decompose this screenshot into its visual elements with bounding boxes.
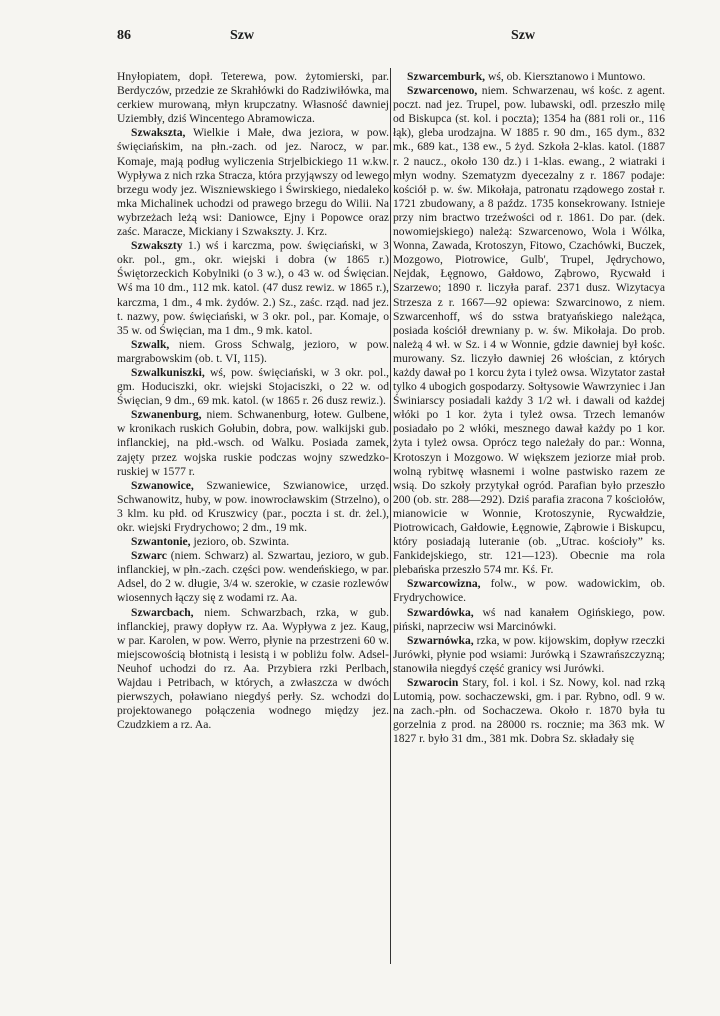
right-column: [393, 70, 665, 990]
entry-headword: Szwarc: [131, 549, 167, 563]
entry-headword: Szwanowice,: [131, 478, 194, 492]
entry-headword: Szwakszty: [131, 239, 183, 253]
entry: [117, 408, 389, 478]
entry-text: niem. Schwanenburg, łotew. Gulbene, w kronikach ruskich Gołubin, dobra, pow. walkijski gub. inflanckiej, na płd.-wsch. od Walku. Posiada zamek, zajęty przez wojska ruskie podczas wojny szwedzko-ruskiej w 1577 r.: [117, 408, 389, 478]
entry: [393, 84, 665, 577]
entry: [393, 577, 665, 605]
entry-text: niem. Schwarzenau, wś kośc. z agent. poczt. nad jez. Trupel, pow. lubawski, odl. przeszło milę od Biskupca (st. kol. i poczta); 1354 ha (881 roli or., 116 łąk), gleba urodzajna. W 1885 r. 90 dm., 165 dym., 832 mk., 689 kat., 138 ew., 5 żyd. Szkoła 2-klas. katol. (1887 r. 2 naucz., około 130 dz.) i 1-klas. ewang., 2 wiatraki i młyn wodny. Szematyzm dyecezalny z r. 1867 podaje: kościół p. w. św. Mikołaja, patronatu rządowego został r. 1721 zbudowany, a 8 paźdz. 1735 konsekrowany. Istnieje przy nim bractwo trzeźwości od r. 1861. Do par. (dek. nowomiejskiego) należą: Szwarcenowo, Wola i Wólka, Wonna, Zawada, Krotoszyn, Fitowo, Czachówki, Buczek, Mozgowo, Piotrowice, Gulb', Trupel, Jędrychowo, Nejdak, Łęgnowo, Gałdowo, Ząbrowo, Rycwałd i Szarzewo; 1890 r. liczyła paraf. 2371 dusz. Wizytacya Strzesza z r. 1667—92 opiewa: Szwarcinowo, z niem. Szwarcenhoff, wś do sstwa bratyańskiego należąca, posiada kościół drewniany p. w. św. Mikołaja. Do prob. należą 4 wł. w Sz. i 4 w Wonnie, gdzie dawniej był kośc. murowany. Sz. liczyło dawniej 26 włościan, z których każdy dawał po 1 korcu żyta i tyleż owsa. Wizytator zastał tylko 4 ubogich gospodarzy. Sołtysowie Wawrzyniec i Jan Świniarscy posiadali każdy 3 1/2 wł. i dawali od każdej włóki po 1 kor. żyta i tyleż owsa. Trzech lemanów posiadało po 2 włóki, mesznego dawał każdy po 1 kor. żyta i tyleż owsa. Oprócz tego należały do par.: Wonna, Krotoszyn i Mozgowo. W większem jeziorze miał prob. wolną rybitwę własnemi i wolne pastwisko razem ze wsią. Do szkoły przytykał ogród. Parafian było przeszło 200 (ob. str. 288—292). Dziś parafia zracona 7 kościołów, mianowicie w Wonnie, Krotoszynie, Rycwałdzie, Piotrowicach, Gałdowie, Łęgnowie, Ząbrowie i Biskupcu, który posiadają luteranie (ob. „Utrac. kościoły” ks. Fankidejskiego, str. 121—123). Obecnie ma rola plebańska przeszło 574 mr. Kś. Fr.: [393, 84, 665, 577]
right-running-head: Szw: [511, 28, 536, 43]
entry: [117, 126, 389, 239]
entry-headword: Szwaksztа,: [131, 126, 186, 140]
entry-headword: Szwantonie,: [131, 535, 191, 549]
entry-text: wś, pow. święciański, w 3 okr. pol., gm. Hoduciszki, okr. wiejski Stojaciszki, o 22 w. od Święcian, 9 dm., 69 mk. katol. (w 1865 r. 26 dusz rewiz.).: [117, 365, 389, 408]
entry: [393, 606, 665, 634]
entry: [117, 70, 389, 126]
entry: [393, 70, 665, 84]
entry: [117, 549, 389, 605]
entry: [117, 366, 389, 408]
entry-text: niem. Gross Schwalg, jezioro, w pow. margrabowskim (ob. t. VI, 115).: [117, 337, 389, 365]
entry-headword: Szwarnówka,: [407, 633, 474, 647]
entry-headword: Szwarcenowo,: [407, 84, 478, 98]
entry-headword: Szwalkuniszki,: [131, 365, 205, 379]
entry-text: Wielkie i Małe, dwa jeziora, w pow. święciańskim, na płn.-zach. od jez. Narocz, w par. Komaje, mają podług wyliczenia Strjelbickiego 11 w.kw. Wypływa z nich rzka Stracza, która przyjąwszy od lewego brzegu wody jez. Wiszniewskiego i Świrskiego, niedaleko mka Michalinek uchodzi od prawego brzegu do Wilii. Na wybrzeżach leżą wsi: Daniowce, Ejny i Popowce oraz zaśc. Maracze, Mickiany i Szwakszty. J. Krz.: [117, 126, 389, 239]
left-running-head: Szw: [230, 28, 255, 43]
entry: [393, 634, 665, 676]
entry-headword: Szwarocin: [407, 676, 459, 690]
entry: [117, 606, 389, 733]
page-number: 86: [117, 28, 131, 43]
entry-headword: Szwarcowizna,: [407, 577, 481, 591]
page-header: [0, 28, 720, 48]
entry-headword: Szwarcemburk,: [407, 70, 486, 83]
entry: [117, 338, 389, 366]
entry-headword: Szwalk,: [131, 337, 170, 351]
entry: [117, 239, 389, 338]
entry-text: wś nad kanałem Ogińskiego, pow. piński, naprzeciw wsi Marcinówki.: [393, 605, 665, 633]
entry-headword: Szwarcbach,: [131, 605, 194, 619]
entry-text: Hnyłopiatem, dopł. Teterewa, pow. żytomierski, par. Berdyczów, przedzie ze Skrahłówki do Radziwiłówka, ma cerkiew murowaną, młyn krupczatny. Własność dawniej Uziembły, dziś Wincentego Abramowicza.: [117, 70, 389, 126]
entry-text: rzka, w pow. kijowskim, dopływ rzeczki Jurówki, płynie pod wsiami: Jurówką i Szawrańszczyzną; stanowiła niegdyś część granicy wsi Jurówki.: [393, 633, 665, 675]
entry-headword: Szwardówka,: [407, 605, 474, 619]
column-divider: [390, 68, 391, 964]
entry-text: Szwaniewice, Szwianowice, urzęd. Schwanowitz, huby, w pow. inowrocławskim (Strzelno), o 3 klm. ku płd. od Kruszwicy (par., poczta i st. dr. żel.), okr. wiejski Frydrychowo; 2 dm., 19 mk.: [117, 478, 389, 534]
left-column: [117, 70, 389, 990]
entry-text: Stary, fol. i kol. i Sz. Nowy, kol. nad rzką Lutomią, pow. sochaczewski, gm. i par. Rybno, odl. 9 w. na zach.-płn. od Sochaczewa. Około r. 1870 była tu gorzelnia z prod. na 28000 rs. rocznie; ma 363 mk. W 1827 r. było 31 dm., 381 mk. Dobra Sz. składały się: [393, 676, 665, 746]
entry: [117, 479, 389, 535]
entry-text: 1.) wś i karczma, pow. święciański, w 3 okr. pol., gm., okr. wiejski i dobra (w 1865 r.) Świętorzeckich Kobylniki (o 3 w.), o 43 w. od Święcian. Wś ma 10 dm., 112 mk. katol. (47 dusz rewiz. w 1865 r.), karczma, 1 dm., 4 mk. żydów. 2.) Sz., zaśc. rząd. nad jez. t. nazwy, pow. święciański, w 3 okr. pol., par. Komaje, o 35 w. od Święcian, ma 1 dm., 9 mk. katol.: [117, 239, 389, 337]
entry-text: (niem. Schwarz) al. Szwartau, jezioro, w gub. inflanckiej, w płn.-zach. części pow. wendeńskiego, w par. Adsel, do 2 w. długie, 3/4 w. szerokie, w czasie rozlewów wiosennych łączy się z wodami rz. Aa.: [117, 549, 389, 605]
entry: [117, 535, 389, 549]
entry-text: wś, ob. Kiersztanowo i Muntowo.: [487, 70, 646, 83]
entry-text: niem. Schwarzbach, rzka, w gub. inflanckiej, prawy dopływ rz. Aa. Wypływa z jez. Kaug, w par. Karolen, w pow. Werro, płynie na przestrzeni 60 w. miejscowością błotnistą i lesistą i w pobliżu folw. Adsel-Neuhof uchodzi do rz. Aa. Przybiera rzki Perlbach, Wajdau i Petribach, w których, a zwłaszcza w dwóch pierwszych, poławiano niegdyś perły. Sz. wchodzi do projektowanego połączenia wodnego między jez. Czudzkiem a rz. Aa.: [117, 605, 389, 732]
entry: [393, 676, 665, 746]
entry-headword: Szwanenburg,: [131, 408, 202, 422]
entry-text: folw., w pow. wadowickim, ob. Frydrychowice.: [393, 577, 665, 605]
entry-text: jezioro, ob. Szwinta.: [193, 535, 290, 549]
